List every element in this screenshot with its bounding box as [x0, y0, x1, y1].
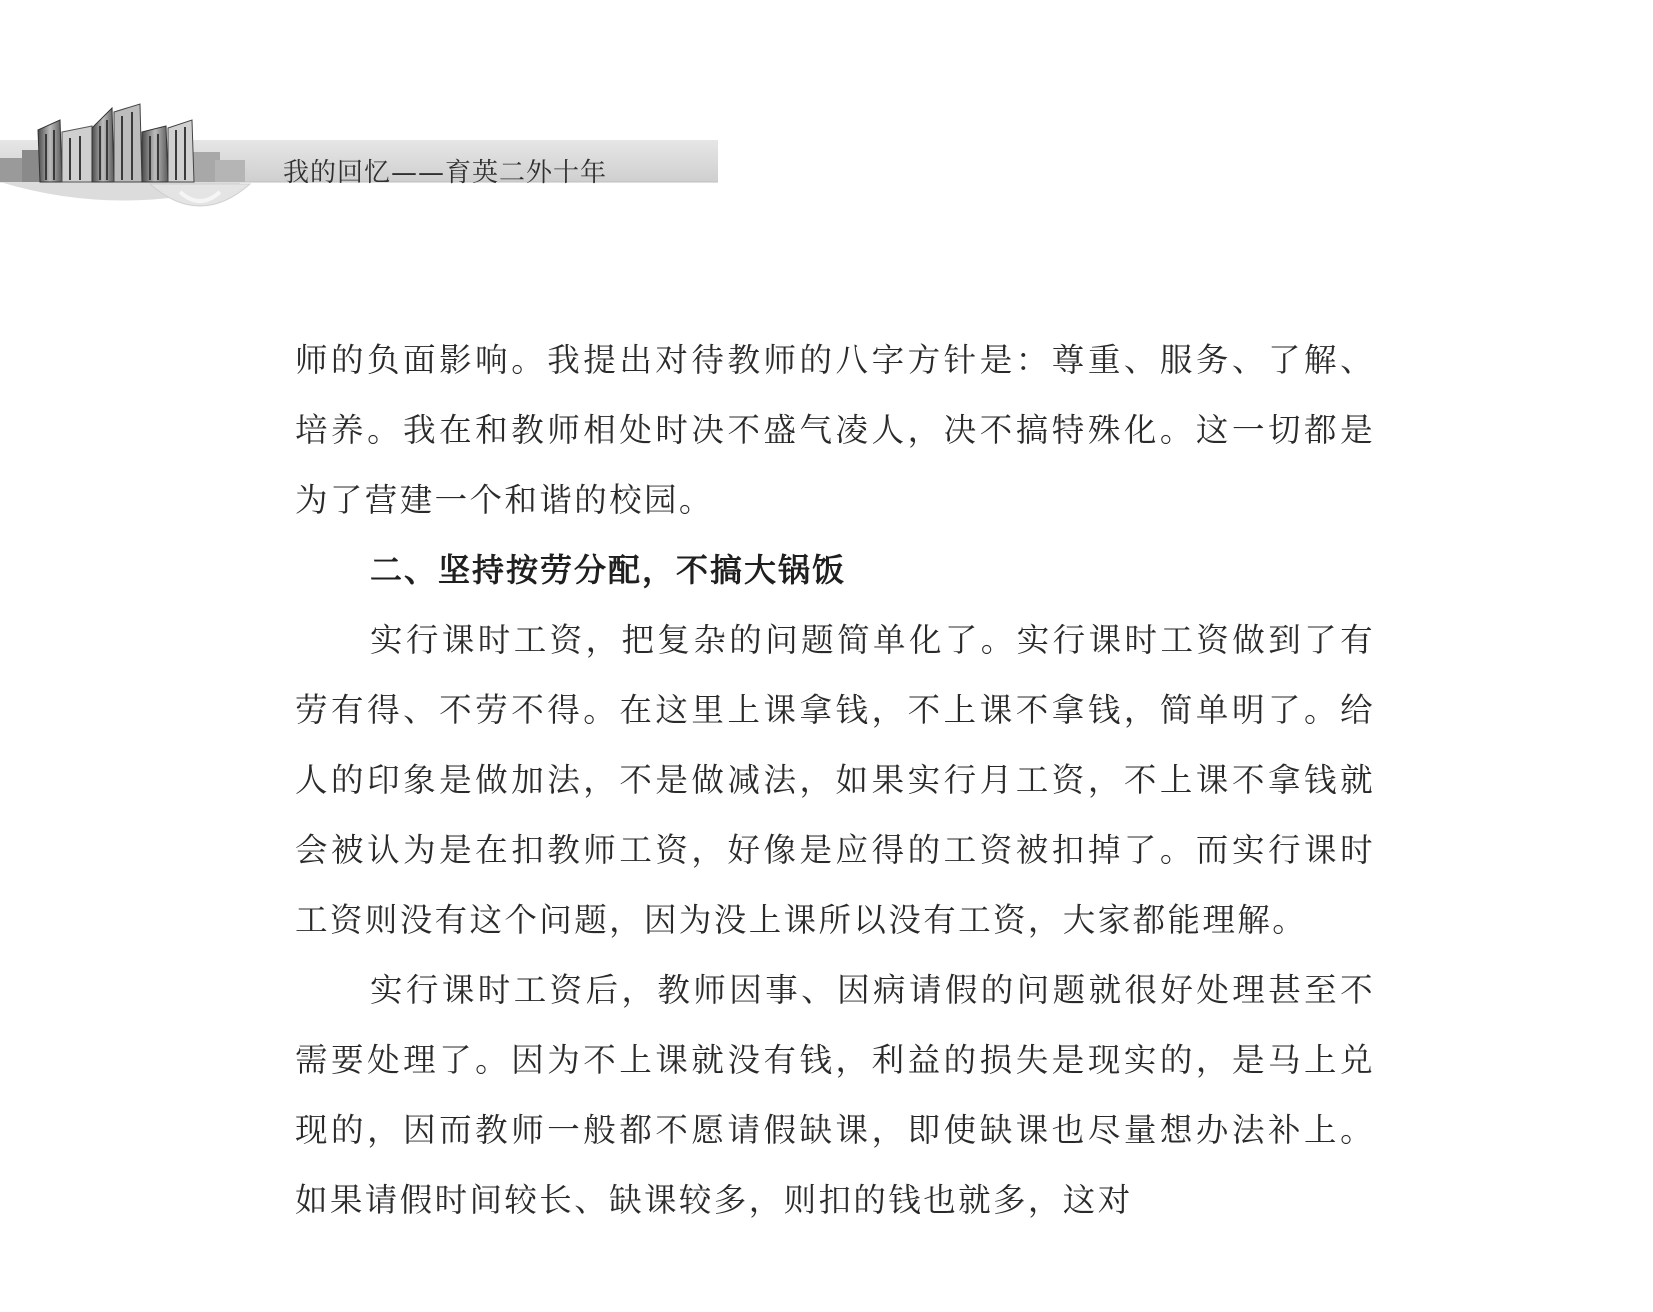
- section-heading: 二、坚持按劳分配，不搞大锅饭: [370, 551, 847, 589]
- header-title: 我的回忆——育英二外十年: [283, 158, 608, 188]
- page-header: [0, 100, 720, 230]
- paragraph: 实行课时工资，把复杂的问题简单化了。实行课时工资做到了有劳有得、不劳不得。在这里上课拿钱，不上课不拿钱，简单明了。给人的印象是做加法，不是做减法，如果实行月工资，不上课不拿钱就会被认为是在扣教师工资，好像是应得的工资被扣掉了。而实行课时工资则没有这个问题，因为没上课所以没有工资，大家都能理解。: [295, 621, 1375, 939]
- paragraph: 实行课时工资后，教师因事、因病请假的问题就很好处理甚至不需要处理了。因为不上课就没有钱，利益的损失是现实的，是马上兑现的，因而教师一般都不愿请假缺课，即使缺课也尽量想办法补上。如果请假时间较长、缺课较多，则扣的钱也就多，这对: [295, 971, 1375, 1219]
- page-body: [295, 325, 1375, 1235]
- paragraph-continued: 师的负面影响。我提出对待教师的八字方针是：尊重、服务、了解、培养。我在和教师相处时决不盛气凌人，决不搞特殊化。这一切都是为了营建一个和谐的校园。: [295, 341, 1375, 519]
